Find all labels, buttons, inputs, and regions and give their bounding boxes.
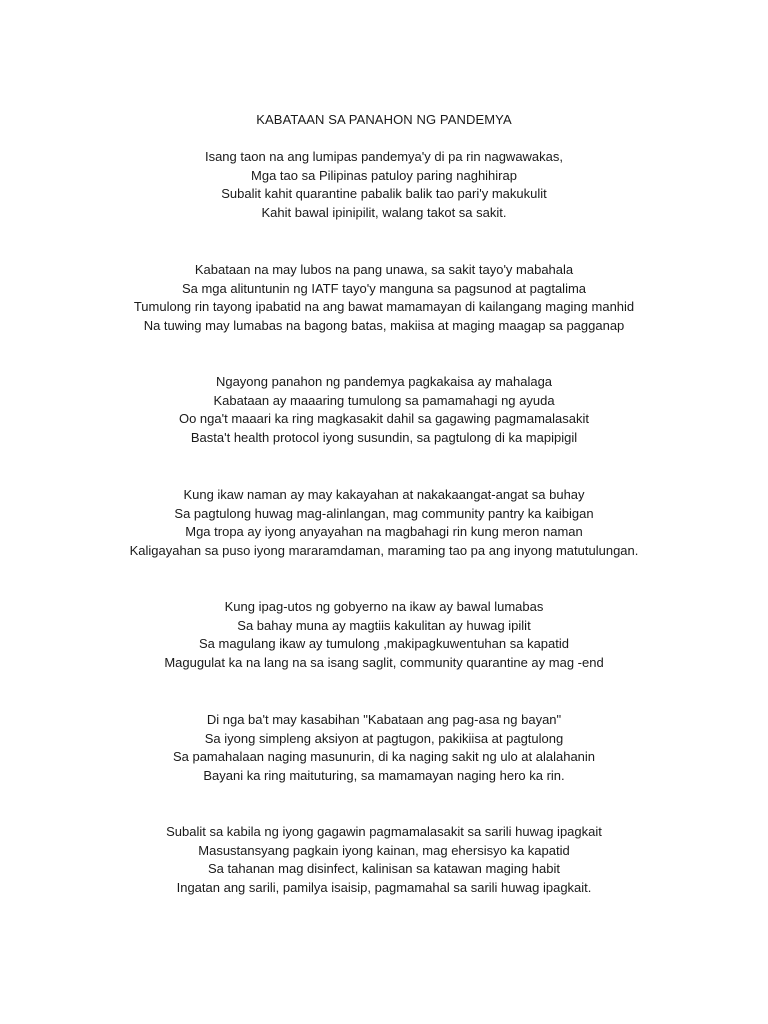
- poem-line: Sa tahanan mag disinfect, kalinisan sa katawan maging habit: [208, 861, 560, 877]
- poem-line: Basta't health protocol iyong susundin, sa pagtulong di ka mapipigil: [190, 430, 578, 446]
- poem-line: Sa pagtulong huwag mag-alinlangan, mag community pantry ka kaibigan: [174, 505, 594, 521]
- poem-line: Mga tao sa Pilipinas patuloy paring naghihirap: [251, 167, 517, 183]
- poem-line: Kabataan ay maaaring tumulong sa pamamahagi ng ayuda: [213, 392, 555, 408]
- poem-line: Tumulong rin tayong ipabatid na ang bawat mamamayan di kailangang maging manhid: [133, 299, 635, 315]
- poem-line: Kung ipag-utos ng gobyerno na ikaw ay bawal lumabas: [224, 599, 544, 614]
- poem-stanza: [0, 823, 768, 898]
- poem-line: Mga tropa ay iyong anyayahan na magbahagi rin kung meron naman: [185, 524, 583, 540]
- poem-stanza: [0, 148, 768, 223]
- poem-line: Sa iyong simpleng aksiyon at pagtugon, pakikiisa at pagtulong: [204, 730, 564, 746]
- poem-line: Ngayong panahon ng pandemya pagkakaisa ay mahalaga: [215, 374, 553, 389]
- poem-title: KABATAAN SA PANAHON NG PANDEMYA: [256, 112, 512, 127]
- poem-stanza: [0, 373, 768, 448]
- poem-line: Na tuwing may lumabas na bagong batas, makiisa at maging maagap sa pagganap: [143, 318, 625, 334]
- poem-line: Sa magulang ikaw ay tumulong ,makipagkuwentuhan sa kapatid: [198, 636, 569, 652]
- poem-line: Sa bahay muna ay magtiis kakulitan ay huwag ipilit: [237, 617, 531, 633]
- poem-line: Oo nga't maaari ka ring magkasakit dahil sa gagawing pagmamalasakit: [178, 411, 590, 427]
- poem-line: Ingatan ang sarili, pamilya isaisip, pagmamahal sa sarili huwag ipagkait.: [176, 880, 592, 896]
- poem-line: Kung ikaw naman ay may kakayahan at nakakaangat-angat sa buhay: [183, 487, 585, 502]
- poem-line: Sa pamahalaan naging masunurin, di ka naging sakit ng ulo at alalahanin: [172, 749, 596, 765]
- poem-stanza: [0, 598, 768, 673]
- poem-stanza: [0, 486, 768, 561]
- poem-line: Bayani ka ring maituturing, sa mamamayan naging hero ka rin.: [203, 768, 565, 784]
- poem-line: Kabataan na may lubos na pang unawa, sa sakit tayo'y mabahala: [194, 262, 574, 277]
- poem-line: Magugulat ka na lang na sa isang saglit, community quarantine ay mag -end: [164, 655, 604, 671]
- poem-line: Di nga ba't may kasabihan "Kabataan ang pag-asa ng bayan": [206, 712, 562, 727]
- poem-stanza: [0, 711, 768, 786]
- poem-line: Sa mga alituntunin ng IATF tayo'y manguna sa pagsunod at pagtalima: [181, 280, 587, 296]
- poem-line: Kaligayahan sa puso iyong mararamdaman, maraming tao pa ang inyong matutulungan.: [129, 543, 639, 559]
- poem-line: Masustansyang pagkain iyong kainan, mag ehersisyo ka kapatid: [198, 842, 570, 858]
- poem-line: Subalit sa kabila ng iyong gagawin pagmamalasakit sa sarili huwag ipagkait: [166, 824, 602, 839]
- poem-line: Isang taon na ang lumipas pandemya'y di pa rin nagwawakas,: [204, 149, 564, 164]
- poem-stanza: [0, 261, 768, 336]
- poem-line: Kahit bawal ipinipilit, walang takot sa sakit.: [261, 205, 507, 221]
- poem-line: Subalit kahit quarantine pabalik balik tao pari'y makukulit: [221, 186, 547, 202]
